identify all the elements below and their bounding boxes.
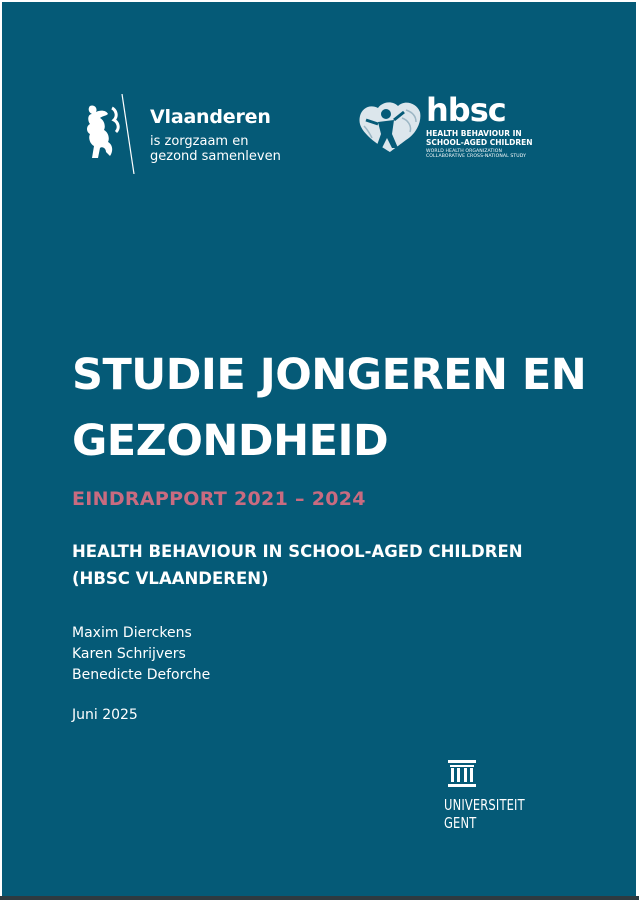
- hbsc-wordmark: hbsc: [426, 91, 506, 129]
- hbsc-subtitle: [426, 129, 533, 147]
- vlaanderen-name: Vlaanderen: [150, 106, 271, 128]
- hbsc-small-line: COLLABORATIVE CROSS-NATIONAL STUDY: [426, 154, 527, 160]
- title-line: STUDIE JONGEREN EN: [72, 350, 587, 400]
- study-name-line: HEALTH BEHAVIOUR IN SCHOOL-AGED CHILDREN: [72, 542, 523, 561]
- vlaanderen-tagline: [150, 134, 281, 164]
- author-name: Karen Schrijvers: [72, 646, 186, 662]
- author-name: Benedicte Deforche: [72, 667, 211, 683]
- university-building-icon: [446, 758, 478, 790]
- study-name: [72, 538, 592, 592]
- page-bottom-edge: [0, 896, 639, 900]
- hbsc-subtitle-line: HEALTH BEHAVIOUR IN: [426, 129, 522, 138]
- vlaanderen-logo: [84, 94, 281, 174]
- study-name-line: (HBSC VLAANDEREN): [72, 569, 269, 588]
- ugent-line: GENT: [444, 814, 477, 832]
- hbsc-small-line: WORLD HEALTH ORGANIZATION: [426, 149, 502, 154]
- hbsc-small-print: [426, 149, 526, 160]
- report-cover: [2, 2, 636, 896]
- author-list: [72, 623, 210, 686]
- ugent-name: [444, 796, 525, 832]
- hbsc-subtitle-line: SCHOOL-AGED CHILDREN: [426, 138, 533, 147]
- tagline-line: gezond samenleven: [150, 149, 281, 164]
- report-subtitle: EINDRAPPORT 2021 – 2024: [72, 488, 366, 510]
- hbsc-emblem-icon: [356, 98, 424, 154]
- hbsc-logo: [356, 91, 536, 171]
- flemish-lion-icon: [84, 102, 124, 160]
- ugent-logo: [444, 758, 544, 838]
- report-title: [72, 342, 612, 474]
- author-name: Maxim Dierckens: [72, 625, 192, 641]
- ugent-line: UNIVERSITEIT: [444, 796, 525, 814]
- title-line: GEZONDHEID: [72, 416, 389, 466]
- tagline-line: is zorgzaam en: [150, 134, 249, 149]
- publication-date: Juni 2025: [72, 707, 138, 723]
- logo-divider: [120, 94, 136, 174]
